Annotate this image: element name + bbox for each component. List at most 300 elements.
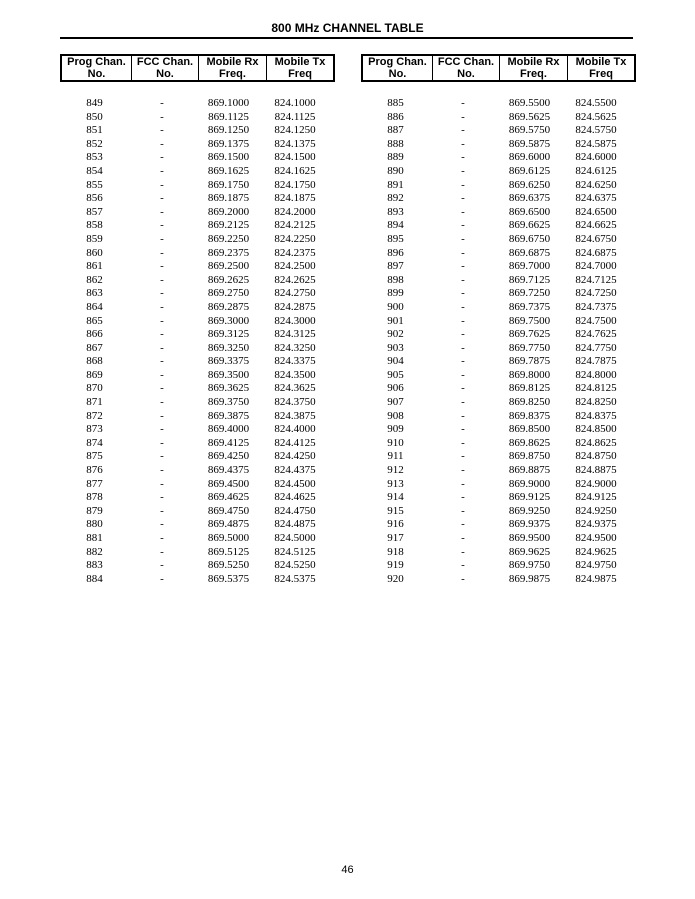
mobile-tx-cell: 824.1750 xyxy=(274,178,316,191)
fcc-chan-cell: - xyxy=(160,518,164,531)
mobile-tx-cell: 824.9250 xyxy=(575,504,617,517)
table-row xyxy=(60,111,335,125)
fcc-chan-cell: - xyxy=(160,464,164,477)
prog-chan-cell: 899 xyxy=(387,287,404,300)
fcc-chan-cell: - xyxy=(461,382,465,395)
mobile-tx-cell: 824.5250 xyxy=(274,559,316,572)
fcc-chan-cell: - xyxy=(461,178,465,191)
mobile-tx-cell: 824.1625 xyxy=(274,164,316,177)
fcc-chan-cell: - xyxy=(160,436,164,449)
table-header-left xyxy=(60,54,335,82)
mobile-tx-cell: 824.1875 xyxy=(274,192,316,205)
mobile-rx-cell: 869.4875 xyxy=(207,518,250,531)
prog-chan-cell: 903 xyxy=(387,341,404,354)
mobile-tx-cell: 824.2875 xyxy=(274,300,316,313)
header-fcc-chan xyxy=(433,56,500,80)
prog-chan-cell: 917 xyxy=(387,532,404,544)
fcc-chan-cell: - xyxy=(160,382,164,395)
table-row xyxy=(60,233,335,247)
mobile-rx-cell: 869.6125 xyxy=(508,164,551,177)
table-row xyxy=(60,559,335,573)
fcc-chan-cell: - xyxy=(461,504,465,517)
mobile-rx-cell: 869.7875 xyxy=(508,355,551,368)
table-row xyxy=(60,138,335,152)
mobile-rx-cell: 869.3000 xyxy=(207,314,250,327)
mobile-tx-cell: 824.7500 xyxy=(575,314,617,327)
mobile-tx-cell: 824.8375 xyxy=(575,409,617,422)
table-row xyxy=(60,546,335,560)
fcc-chan-cell: - xyxy=(160,396,164,409)
header-line1: Mobile Rx xyxy=(507,56,560,68)
mobile-tx-cell: 824.8625 xyxy=(575,436,617,449)
mobile-rx-cell: 869.1250 xyxy=(207,124,250,137)
mobile-rx-cell: 869.9250 xyxy=(508,504,551,517)
mobile-rx-cell: 869.7000 xyxy=(508,260,551,273)
table-row xyxy=(361,573,636,587)
table-row xyxy=(60,247,335,261)
fcc-chan-cell: - xyxy=(160,314,164,327)
table-row xyxy=(60,287,335,301)
mobile-tx-cell: 824.3000 xyxy=(274,314,316,327)
mobile-tx-cell: 824.9125 xyxy=(575,491,617,504)
table-row xyxy=(60,260,335,274)
mobile-rx-cell: 869.4125 xyxy=(207,436,250,449)
prog-chan-cell: 906 xyxy=(387,382,404,395)
prog-chan-cell: 859 xyxy=(86,232,103,245)
fcc-chan-cell: - xyxy=(461,355,465,368)
mobile-tx-cell: 824.5375 xyxy=(274,572,316,585)
fcc-chan-cell: - xyxy=(160,137,164,150)
header-line2: No. xyxy=(87,68,106,80)
prog-chan-cell: 862 xyxy=(86,273,103,286)
table-row xyxy=(361,491,636,505)
mobile-rx-cell: 869.7375 xyxy=(508,300,551,313)
mobile-rx-cell: 869.6375 xyxy=(508,192,551,205)
mobile-tx-cell: 824.4750 xyxy=(274,504,316,517)
mobile-rx-cell: 869.3250 xyxy=(207,341,250,354)
header-line1: Prog Chan. xyxy=(67,56,126,68)
prog-chan-cell: 857 xyxy=(86,205,103,218)
mobile-rx-cell: 869.4000 xyxy=(207,423,250,436)
prog-chan-cell: 909 xyxy=(387,423,404,436)
fcc-chan-cell: - xyxy=(160,355,164,368)
fcc-chan-cell: - xyxy=(461,246,465,259)
mobile-tx-cell: 824.4500 xyxy=(274,477,316,490)
prog-chan-cell: 904 xyxy=(387,355,404,368)
mobile-rx-cell: 869.1875 xyxy=(207,192,250,205)
mobile-rx-cell: 869.5125 xyxy=(207,545,250,558)
mobile-rx-cell: 869.9625 xyxy=(508,545,551,558)
prog-chan-cell: 872 xyxy=(86,409,103,422)
prog-chan-cell: 880 xyxy=(86,518,103,531)
fcc-chan-cell: - xyxy=(461,328,465,341)
fcc-chan-cell: - xyxy=(160,97,164,109)
header-mobile-rx xyxy=(199,56,267,80)
mobile-tx-cell: 824.8500 xyxy=(575,423,617,436)
table-row xyxy=(60,97,335,111)
table-row xyxy=(361,410,636,424)
table-row xyxy=(60,450,335,464)
prog-chan-cell: 871 xyxy=(86,396,103,409)
mobile-tx-cell: 824.6625 xyxy=(575,219,617,232)
prog-chan-cell: 854 xyxy=(86,164,103,177)
mobile-rx-cell: 869.2125 xyxy=(207,219,250,232)
mobile-rx-cell: 869.8875 xyxy=(508,464,551,477)
table-row xyxy=(60,478,335,492)
mobile-rx-cell: 869.8000 xyxy=(508,368,551,381)
mobile-rx-cell: 869.1750 xyxy=(207,178,250,191)
page-number: 46 xyxy=(341,864,354,876)
fcc-chan-cell: - xyxy=(461,518,465,531)
prog-chan-cell: 901 xyxy=(387,314,404,327)
fcc-chan-cell: - xyxy=(461,532,465,544)
mobile-rx-cell: 869.6750 xyxy=(508,232,551,245)
table-row xyxy=(361,315,636,329)
header-prog-chan xyxy=(363,56,433,80)
header-line2: No. xyxy=(457,68,475,80)
fcc-chan-cell: - xyxy=(461,287,465,300)
mobile-rx-cell: 869.6875 xyxy=(508,246,551,259)
mobile-tx-cell: 824.6375 xyxy=(575,192,617,205)
prog-chan-cell: 898 xyxy=(387,273,404,286)
mobile-rx-cell: 869.3125 xyxy=(207,328,250,341)
mobile-rx-cell: 869.4625 xyxy=(207,491,250,504)
mobile-rx-cell: 869.2750 xyxy=(207,287,250,300)
header-line1: FCC Chan. xyxy=(136,56,194,68)
prog-chan-cell: 916 xyxy=(387,518,404,531)
mobile-tx-cell: 824.4375 xyxy=(274,464,316,477)
mobile-rx-cell: 869.5750 xyxy=(508,124,551,137)
mobile-tx-cell: 824.2500 xyxy=(274,260,316,273)
prog-chan-cell: 912 xyxy=(387,464,404,477)
mobile-tx-cell: 824.5875 xyxy=(575,137,617,150)
prog-chan-cell: 869 xyxy=(86,368,103,381)
table-row xyxy=(60,192,335,206)
header-fcc-chan xyxy=(132,56,199,80)
table-row xyxy=(60,573,335,587)
table-row xyxy=(60,165,335,179)
mobile-tx-cell: 824.5750 xyxy=(575,124,617,137)
mobile-tx-cell: 824.9750 xyxy=(575,559,617,572)
prog-chan-cell: 910 xyxy=(387,436,404,449)
table-row xyxy=(361,192,636,206)
table-row xyxy=(361,165,636,179)
mobile-rx-cell: 869.5500 xyxy=(508,97,551,109)
table-row xyxy=(60,423,335,437)
fcc-chan-cell: - xyxy=(160,205,164,218)
table-row xyxy=(361,124,636,138)
mobile-rx-cell: 869.7125 xyxy=(508,273,551,286)
prog-chan-cell: 919 xyxy=(387,559,404,572)
table-row xyxy=(60,532,335,546)
table-row xyxy=(60,179,335,193)
header-prog-chan xyxy=(62,56,132,80)
prog-chan-cell: 914 xyxy=(387,491,404,504)
prog-chan-cell: 870 xyxy=(86,382,103,395)
table-row xyxy=(60,315,335,329)
prog-chan-cell: 896 xyxy=(387,246,404,259)
table-row xyxy=(60,219,335,233)
fcc-chan-cell: - xyxy=(461,491,465,504)
fcc-chan-cell: - xyxy=(461,110,465,123)
table-row xyxy=(361,247,636,261)
mobile-tx-cell: 824.7375 xyxy=(575,300,617,313)
fcc-chan-cell: - xyxy=(461,409,465,422)
mobile-rx-cell: 869.1000 xyxy=(207,97,250,109)
prog-chan-cell: 891 xyxy=(387,178,404,191)
mobile-tx-cell: 824.6250 xyxy=(575,178,617,191)
fcc-chan-cell: - xyxy=(160,477,164,490)
fcc-chan-cell: - xyxy=(461,314,465,327)
fcc-chan-cell: - xyxy=(461,396,465,409)
mobile-rx-cell: 869.1375 xyxy=(207,137,250,150)
table-row xyxy=(361,532,636,546)
fcc-chan-cell: - xyxy=(461,450,465,463)
mobile-tx-cell: 824.9875 xyxy=(575,572,617,585)
mobile-tx-cell: 824.4875 xyxy=(274,518,316,531)
header-mobile-rx xyxy=(500,56,568,80)
fcc-chan-cell: - xyxy=(461,97,465,109)
table-row xyxy=(60,464,335,478)
table-row xyxy=(361,355,636,369)
channel-table-right xyxy=(361,54,636,586)
mobile-rx-cell: 869.7750 xyxy=(508,341,551,354)
mobile-rx-cell: 869.5250 xyxy=(207,559,250,572)
prog-chan-cell: 905 xyxy=(387,368,404,381)
fcc-chan-cell: - xyxy=(160,232,164,245)
mobile-rx-cell: 869.5000 xyxy=(207,532,250,544)
table-row xyxy=(361,559,636,573)
header-line2: Freq xyxy=(288,68,312,80)
table-row xyxy=(361,138,636,152)
mobile-tx-cell: 824.6000 xyxy=(575,151,617,164)
fcc-chan-cell: - xyxy=(461,572,465,585)
fcc-chan-cell: - xyxy=(461,205,465,218)
fcc-chan-cell: - xyxy=(461,192,465,205)
mobile-rx-cell: 869.7250 xyxy=(508,287,551,300)
page-title: 800 MHz CHANNEL TABLE xyxy=(271,21,424,35)
mobile-rx-cell: 869.3875 xyxy=(207,409,250,422)
table-row xyxy=(60,151,335,165)
fcc-chan-cell: - xyxy=(461,368,465,381)
prog-chan-cell: 878 xyxy=(86,491,103,504)
mobile-rx-cell: 869.2500 xyxy=(207,260,250,273)
mobile-tx-cell: 824.6125 xyxy=(575,164,617,177)
mobile-tx-cell: 824.7875 xyxy=(575,355,617,368)
mobile-tx-cell: 824.9625 xyxy=(575,545,617,558)
mobile-tx-cell: 824.3500 xyxy=(274,368,316,381)
table-row xyxy=(361,437,636,451)
mobile-tx-cell: 824.9000 xyxy=(575,477,617,490)
fcc-chan-cell: - xyxy=(461,559,465,572)
header-mobile-tx xyxy=(267,56,333,80)
prog-chan-cell: 853 xyxy=(86,151,103,164)
prog-chan-cell: 858 xyxy=(86,219,103,232)
table-row xyxy=(60,274,335,288)
prog-chan-cell: 863 xyxy=(86,287,103,300)
mobile-tx-cell: 824.8750 xyxy=(575,450,617,463)
prog-chan-cell: 879 xyxy=(86,504,103,517)
mobile-tx-cell: 824.7250 xyxy=(575,287,617,300)
mobile-rx-cell: 869.1500 xyxy=(207,151,250,164)
fcc-chan-cell: - xyxy=(160,341,164,354)
table-row xyxy=(60,206,335,220)
mobile-tx-cell: 824.1250 xyxy=(274,124,316,137)
mobile-tx-cell: 824.2000 xyxy=(274,205,316,218)
fcc-chan-cell: - xyxy=(160,300,164,313)
mobile-tx-cell: 824.6500 xyxy=(575,205,617,218)
table-row xyxy=(60,382,335,396)
mobile-tx-cell: 824.8000 xyxy=(575,368,617,381)
prog-chan-cell: 852 xyxy=(86,137,103,150)
prog-chan-cell: 884 xyxy=(86,572,103,585)
mobile-rx-cell: 869.3500 xyxy=(207,368,250,381)
table-body-left xyxy=(60,97,335,586)
prog-chan-cell: 875 xyxy=(86,450,103,463)
table-row xyxy=(60,396,335,410)
mobile-rx-cell: 869.3375 xyxy=(207,355,250,368)
prog-chan-cell: 867 xyxy=(86,341,103,354)
table-row xyxy=(361,287,636,301)
mobile-rx-cell: 869.5625 xyxy=(508,110,551,123)
mobile-tx-cell: 824.4250 xyxy=(274,450,316,463)
fcc-chan-cell: - xyxy=(160,260,164,273)
table-row xyxy=(361,328,636,342)
fcc-chan-cell: - xyxy=(461,341,465,354)
prog-chan-cell: 876 xyxy=(86,464,103,477)
mobile-rx-cell: 869.9000 xyxy=(508,477,551,490)
table-row xyxy=(60,369,335,383)
table-row xyxy=(60,505,335,519)
mobile-tx-cell: 824.6750 xyxy=(575,232,617,245)
fcc-chan-cell: - xyxy=(160,572,164,585)
fcc-chan-cell: - xyxy=(461,219,465,232)
mobile-tx-cell: 824.3875 xyxy=(274,409,316,422)
mobile-tx-cell: 824.2750 xyxy=(274,287,316,300)
mobile-tx-cell: 824.4000 xyxy=(274,423,316,436)
table-row xyxy=(361,382,636,396)
fcc-chan-cell: - xyxy=(160,450,164,463)
fcc-chan-cell: - xyxy=(160,192,164,205)
prog-chan-cell: 890 xyxy=(387,164,404,177)
table-row xyxy=(361,464,636,478)
fcc-chan-cell: - xyxy=(461,137,465,150)
prog-chan-cell: 864 xyxy=(86,300,103,313)
table-row xyxy=(361,450,636,464)
table-row xyxy=(361,301,636,315)
prog-chan-cell: 868 xyxy=(86,355,103,368)
prog-chan-cell: 886 xyxy=(387,110,404,123)
prog-chan-cell: 888 xyxy=(387,137,404,150)
header-line1: FCC Chan. xyxy=(437,56,495,68)
prog-chan-cell: 900 xyxy=(387,300,404,313)
mobile-tx-cell: 824.5125 xyxy=(274,545,316,558)
header-line2: No. xyxy=(156,68,174,80)
fcc-chan-cell: - xyxy=(461,423,465,436)
mobile-rx-cell: 869.9500 xyxy=(508,532,551,544)
fcc-chan-cell: - xyxy=(160,559,164,572)
table-row xyxy=(361,546,636,560)
mobile-rx-cell: 869.4250 xyxy=(207,450,250,463)
mobile-tx-cell: 824.6875 xyxy=(575,246,617,259)
prog-chan-cell: 856 xyxy=(86,192,103,205)
fcc-chan-cell: - xyxy=(160,532,164,544)
mobile-rx-cell: 869.8750 xyxy=(508,450,551,463)
mobile-tx-cell: 824.2375 xyxy=(274,246,316,259)
prog-chan-cell: 873 xyxy=(86,423,103,436)
table-row xyxy=(361,369,636,383)
header-line2: Freq. xyxy=(520,68,547,80)
mobile-rx-cell: 869.8625 xyxy=(508,436,551,449)
mobile-tx-cell: 824.1500 xyxy=(274,151,316,164)
header-mobile-tx xyxy=(568,56,634,80)
table-header-right xyxy=(361,54,636,82)
mobile-tx-cell: 824.7125 xyxy=(575,273,617,286)
fcc-chan-cell: - xyxy=(461,124,465,137)
prog-chan-cell: 889 xyxy=(387,151,404,164)
prog-chan-cell: 882 xyxy=(86,545,103,558)
table-row xyxy=(60,437,335,451)
table-row xyxy=(361,505,636,519)
mobile-tx-cell: 824.7625 xyxy=(575,328,617,341)
fcc-chan-cell: - xyxy=(160,491,164,504)
table-row xyxy=(361,518,636,532)
prog-chan-cell: 860 xyxy=(86,246,103,259)
fcc-chan-cell: - xyxy=(461,300,465,313)
prog-chan-cell: 850 xyxy=(86,110,103,123)
mobile-rx-cell: 869.9750 xyxy=(508,559,551,572)
table-row xyxy=(361,274,636,288)
table-row xyxy=(361,111,636,125)
mobile-rx-cell: 869.6000 xyxy=(508,151,551,164)
prog-chan-cell: 855 xyxy=(86,178,103,191)
mobile-rx-cell: 869.2375 xyxy=(207,246,250,259)
mobile-tx-cell: 824.8875 xyxy=(575,464,617,477)
prog-chan-cell: 897 xyxy=(387,260,404,273)
fcc-chan-cell: - xyxy=(461,477,465,490)
fcc-chan-cell: - xyxy=(160,328,164,341)
table-body-right xyxy=(361,97,636,586)
channel-table-left xyxy=(60,54,335,586)
prog-chan-cell: 861 xyxy=(86,260,103,273)
mobile-rx-cell: 869.9125 xyxy=(508,491,551,504)
mobile-rx-cell: 869.7625 xyxy=(508,328,551,341)
mobile-tx-cell: 824.4625 xyxy=(274,491,316,504)
prog-chan-cell: 865 xyxy=(86,314,103,327)
mobile-rx-cell: 869.6250 xyxy=(508,178,551,191)
mobile-rx-cell: 869.6625 xyxy=(508,219,551,232)
mobile-tx-cell: 824.8125 xyxy=(575,382,617,395)
mobile-rx-cell: 869.8375 xyxy=(508,409,551,422)
fcc-chan-cell: - xyxy=(461,164,465,177)
table-row xyxy=(361,206,636,220)
mobile-tx-cell: 824.8250 xyxy=(575,396,617,409)
mobile-rx-cell: 869.8250 xyxy=(508,396,551,409)
prog-chan-cell: 851 xyxy=(86,124,103,137)
fcc-chan-cell: - xyxy=(160,124,164,137)
table-row xyxy=(60,355,335,369)
mobile-tx-cell: 824.3625 xyxy=(274,382,316,395)
table-row xyxy=(361,423,636,437)
mobile-tx-cell: 824.2250 xyxy=(274,232,316,245)
mobile-tx-cell: 824.3375 xyxy=(274,355,316,368)
prog-chan-cell: 907 xyxy=(387,396,404,409)
mobile-tx-cell: 824.9375 xyxy=(575,518,617,531)
fcc-chan-cell: - xyxy=(461,545,465,558)
prog-chan-cell: 893 xyxy=(387,205,404,218)
title-divider xyxy=(60,37,633,39)
mobile-rx-cell: 869.8125 xyxy=(508,382,551,395)
